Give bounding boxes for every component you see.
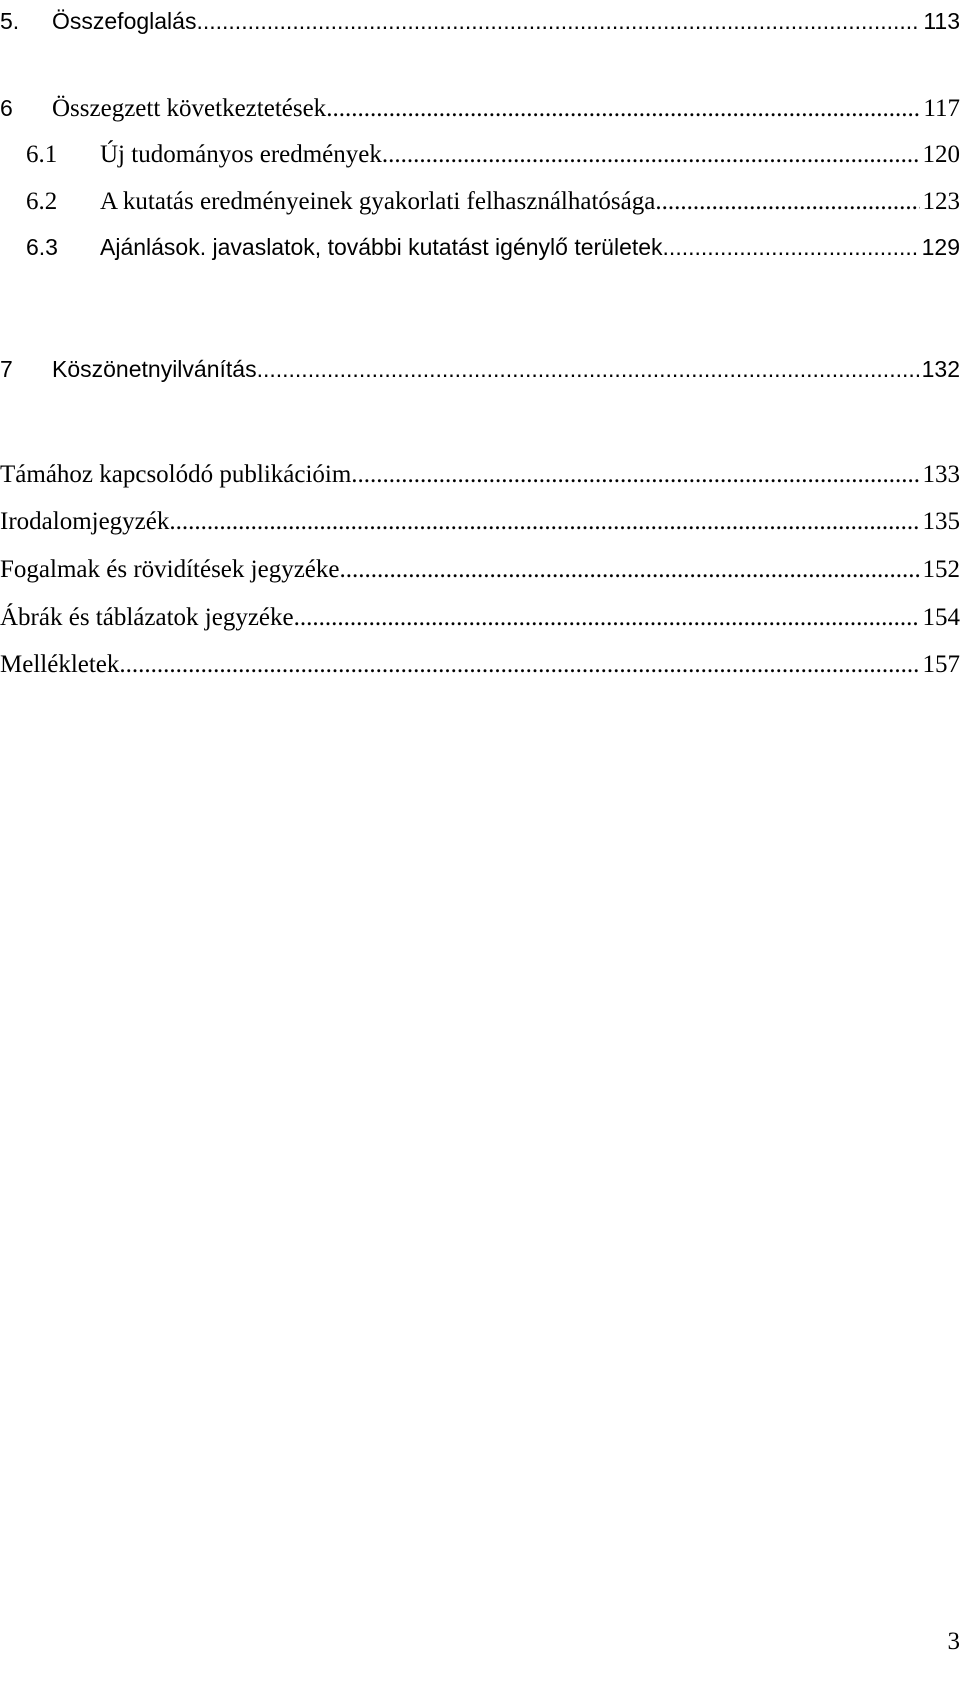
- toc-entry-page: 154: [922, 604, 960, 631]
- toc-entry-gyakorlati-felhasznalhatosag[interactable]: [0, 185, 960, 219]
- toc-entry-title: A kutatás eredményeinek gyakorlati felhasználhatósága: [100, 188, 656, 215]
- toc-entry-title: Fogalmak és rövidítések jegyzéke: [0, 556, 340, 583]
- toc-entry-page: 113: [923, 8, 960, 34]
- toc-entry-page: 157: [922, 651, 960, 678]
- toc-entry-title: Új tudományos eredmények: [100, 141, 382, 168]
- toc-entry-number: 6.2: [26, 188, 58, 215]
- toc-dot-leader: [119, 648, 919, 682]
- toc-dot-leader: [663, 230, 919, 264]
- toc-entry-page: 132: [921, 356, 960, 382]
- toc-dot-leader: [382, 138, 920, 172]
- toc-entry-fogalmak-roviditesek[interactable]: [0, 553, 960, 587]
- toc-dot-leader: [257, 352, 919, 386]
- toc-entry-title: Támához kapcsolódó publikációim: [0, 461, 352, 488]
- page-number: 3: [947, 1628, 960, 1655]
- toc-entry-page: 135: [922, 508, 960, 535]
- toc-entry-page: 129: [921, 234, 960, 260]
- toc-entry-number: 6.1: [26, 141, 58, 168]
- toc-dot-leader: [169, 505, 919, 539]
- toc-dot-leader: [196, 4, 920, 38]
- toc-entry-title: Irodalomjegyzék: [0, 508, 170, 535]
- toc-entry-title: Köszönetnyilvánítás: [52, 356, 257, 382]
- toc-entry-mellekletek[interactable]: [0, 648, 960, 682]
- toc-dot-leader: [294, 601, 920, 635]
- toc-entry-page: 123: [922, 188, 960, 215]
- toc-entry-publikaciok[interactable]: [0, 458, 960, 492]
- toc-entry-abrak-tablazatok[interactable]: [0, 601, 960, 635]
- toc-entry-page: 117: [923, 95, 960, 122]
- toc-entry-page: 152: [922, 556, 960, 583]
- toc-entry-title: Mellékletek: [0, 651, 120, 678]
- toc-entry-uj-tudomanyos-eredmenyek[interactable]: [0, 138, 960, 172]
- toc-dot-leader: [655, 185, 919, 219]
- toc-entry-title: Ajánlások. javaslatok, további kutatást igénylő területek: [100, 234, 663, 260]
- toc-entry-number: 7: [0, 356, 13, 382]
- toc-dot-leader: [339, 553, 919, 587]
- toc-entry-osszefoglalas[interactable]: [0, 4, 960, 38]
- toc-entry-page: 120: [922, 141, 960, 168]
- toc-entry-number: 5.: [0, 8, 20, 34]
- toc-entry-ajanlasok[interactable]: [0, 230, 960, 264]
- toc-dot-leader: [351, 458, 919, 492]
- toc-entry-koszonetnyilvanitas[interactable]: [0, 352, 960, 386]
- toc-entry-irodalomjegyzek[interactable]: [0, 505, 960, 539]
- toc-entry-title: Összegzett következtetések: [52, 95, 327, 122]
- toc-entry-osszegzett-kovetkeztetesek[interactable]: [0, 91, 960, 125]
- toc-entry-title: Ábrák és táblázatok jegyzéke: [0, 604, 294, 631]
- toc-entry-title: Összefoglalás: [52, 8, 197, 34]
- toc-entry-number: 6.3: [26, 234, 58, 260]
- toc-entry-page: 133: [922, 461, 960, 488]
- toc-dot-leader: [326, 92, 920, 126]
- toc-entry-number: 6: [0, 95, 13, 121]
